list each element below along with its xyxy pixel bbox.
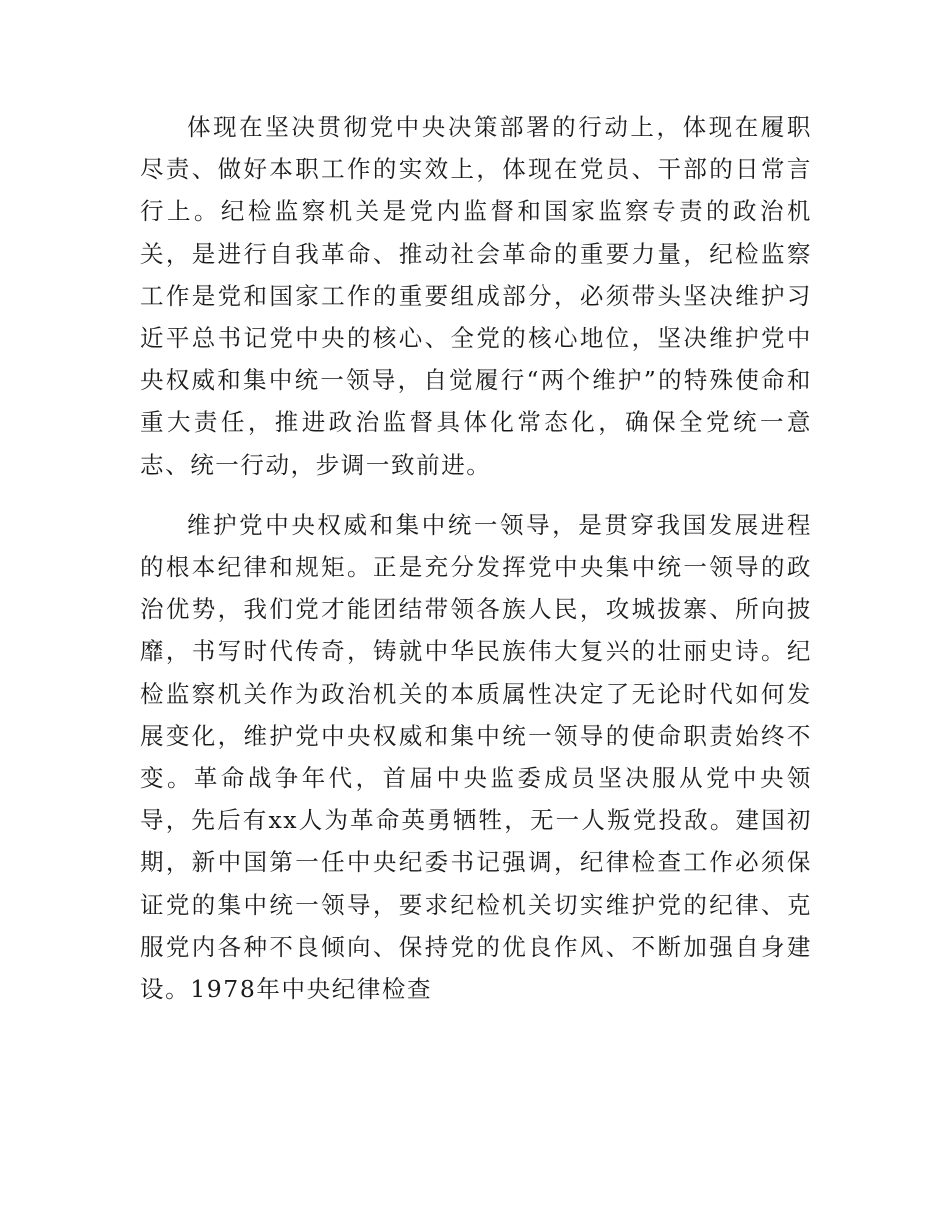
paragraph-2: 维护党中央权威和集中统一领导，是贯穿我国发展进程的根本纪律和规矩。正是充分发挥党中央集中统一领导的政治优势，我们党才能团结带领各族人民，攻城拔寨、所向披靡，书写时代传奇，铸就中华民族伟大复兴的壮丽史诗。纪检监察机关作为政治机关的本质属性决定了无论时代如何发展变化，维护党中央权威和集中统一领导的使命职责始终不变。革命战争年代，首届中央监委成员坚决服从党中央领导，先后有xx人为革命英勇牺牲，无一人叛党投敌。建国初期，新中国第一任中央纪委书记强调，纪律检查工作必须保证党的集中统一领导，要求纪检机关切实维护党的纪律、克服党内各种不良倾向、保持党的优良作风、不断加强自身建设。1978年中央纪律检查 — [140, 510, 812, 1004]
body-text — [140, 106, 812, 1010]
paragraph-1: 体现在坚决贯彻党中央决策部署的行动上，体现在履职尽责、做好本职工作的实效上，体现在党员、干部的日常言行上。纪检监察机关是党内监督和国家监察专责的政治机关，是进行自我革命、推动社会革命的重要力量，纪检监察工作是党和国家工作的重要组成部分，必须带头坚决维护习近平总书记党中央的核心、全党的核心地位，坚决维护党中央权威和集中统一领导，自觉履行“两个维护”的特殊使命和重大责任，推进政治监督具体化常态化，确保全党统一意志、统一行动，步调一致前进。 — [140, 113, 812, 479]
